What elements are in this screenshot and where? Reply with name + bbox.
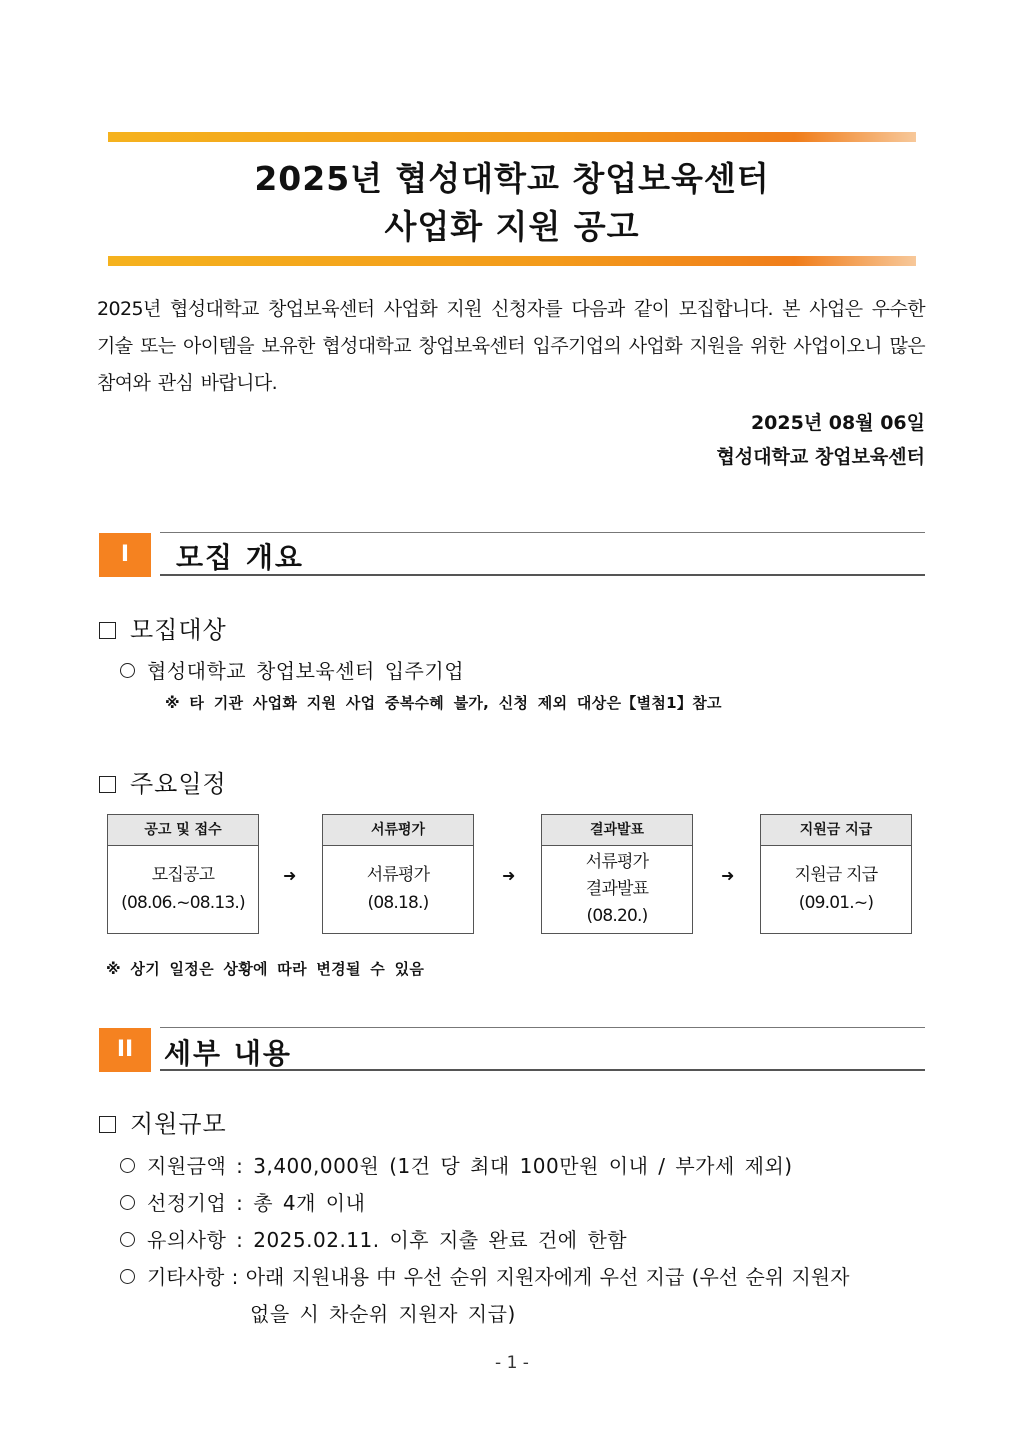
circle-bullet-icon (120, 1195, 135, 1210)
step-body (542, 846, 692, 932)
square-bullet-icon (99, 1116, 116, 1133)
circle-bullet-icon (120, 1158, 135, 1173)
step-label: 모집공고 (151, 865, 215, 885)
title-top-bar (108, 132, 916, 142)
circle-bullet-icon (120, 663, 135, 678)
step-header: 지원금 지급 (761, 815, 911, 846)
detail-item (120, 1187, 365, 1216)
section1-number-box: I (99, 533, 151, 577)
page-number: - 1 - (495, 1353, 529, 1373)
detail-item (120, 1261, 849, 1290)
scale-heading (99, 1104, 227, 1139)
section2-top-line (160, 1027, 925, 1028)
section1-title: 모집 개요 (176, 541, 304, 574)
schedule-step (760, 814, 912, 934)
step-date: (08.18.) (367, 893, 429, 913)
section2-number-box: II (99, 1028, 151, 1072)
announcement-org: 협성대학교 창업보육센터 (716, 446, 925, 468)
schedule-step (541, 814, 693, 934)
page-title-line1: 2025년 협성대학교 창업보육센터 (254, 159, 770, 198)
circle-bullet-icon (120, 1232, 135, 1247)
target-item-text: 협성대학교 창업보육센터 입주기업 (147, 659, 465, 683)
detail-item (120, 1150, 793, 1179)
step-body (323, 846, 473, 932)
arrow-right-icon: ➜ (283, 866, 297, 885)
section1-bottom-line (160, 574, 925, 576)
step-header: 결과발표 (542, 815, 692, 846)
step-header: 서류평가 (323, 815, 473, 846)
detail-item-continuation: 없을 시 차순위 지원자 지급) (250, 1302, 516, 1326)
step-label: 서류평가 (585, 851, 649, 872)
section1-top-line (160, 532, 925, 533)
step-body (108, 846, 258, 932)
arrow-right-icon: ➜ (721, 866, 735, 885)
target-heading-text: 모집대상 (130, 616, 227, 644)
schedule-note: ※ 상기 일정은 상황에 따라 변경될 수 있음 (106, 960, 425, 978)
detail-item-text: 기타사항 : 아래 지원내용 中 우선 순위 지원자에게 우선 지급 (우선 순위 지원자 (147, 1265, 850, 1289)
target-item (120, 655, 464, 684)
scale-heading-text: 지원규모 (130, 1110, 227, 1138)
step-label: 결과발표 (585, 878, 649, 899)
square-bullet-icon (99, 776, 116, 793)
schedule-step (322, 814, 474, 934)
detail-item (120, 1224, 627, 1253)
step-date: (09.01.~) (798, 893, 874, 913)
step-date: (08.20.) (586, 905, 648, 926)
schedule-heading-text: 주요일정 (130, 770, 227, 798)
detail-item-text: 지원금액 : 3,400,000원 (1건 당 최대 100만원 이내 / 부가세 제외) (147, 1154, 793, 1178)
step-body (761, 846, 911, 932)
square-bullet-icon (99, 622, 116, 639)
target-heading (99, 610, 227, 645)
circle-bullet-icon (120, 1269, 135, 1284)
announcement-date: 2025년 08월 06일 (750, 412, 925, 434)
step-date: (08.06.~08.13.) (121, 893, 245, 913)
section2-title: 세부 내용 (164, 1037, 292, 1070)
schedule-heading (99, 764, 227, 799)
target-note: ※ 타 기관 사업화 지원 사업 중복수혜 불가, 신청 제외 대상은【별첨1】참고 (165, 694, 722, 712)
step-header: 공고 및 접수 (108, 815, 258, 846)
arrow-right-icon: ➜ (502, 866, 516, 885)
detail-item-text: 선정기업 : 총 4개 이내 (147, 1191, 366, 1215)
schedule-step (107, 814, 259, 934)
section2-bottom-line (160, 1069, 925, 1071)
step-label: 지원금 지급 (794, 865, 878, 885)
title-bottom-bar (108, 256, 916, 266)
page-title-line2: 사업화 지원 공고 (384, 207, 640, 246)
detail-item-text: 유의사항 : 2025.02.11. 이후 지출 완료 건에 한함 (147, 1228, 628, 1252)
step-label: 서류평가 (366, 865, 430, 885)
intro-paragraph: 2025년 협성대학교 창업보육센터 사업화 지원 신청자를 다음과 같이 모집합니다. 본 사업은 우수한 기술 또는 아이템을 보유한 협성대학교 창업보육센터 입주기업의 사업화 지원을 위한 사업이오니 많은 참여와 관심 바랍니다. (97, 298, 925, 394)
